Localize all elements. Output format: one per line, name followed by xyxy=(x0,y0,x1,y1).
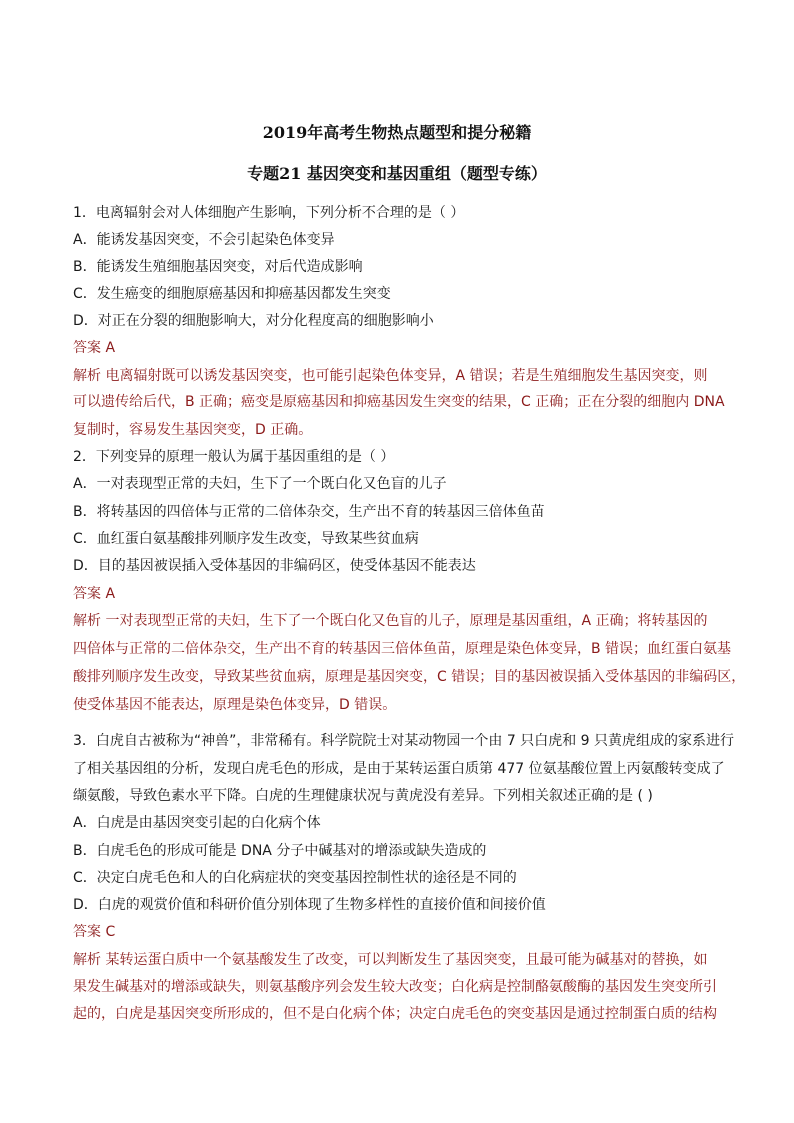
page-subtitle: 专题21 基因突变和基因重组（题型专练） xyxy=(247,164,547,183)
analysis-text: 使受体基因不能表达，原理是染色体变异，D 错误。 xyxy=(73,697,397,713)
answer-key: 答案 C xyxy=(73,924,116,940)
answer-key: 答案 A xyxy=(73,340,116,356)
answer-option: B．白虎毛色的形成可能是 DNA 分子中碱基对的增添或缺失造成的 xyxy=(73,843,487,859)
answer-option: B．能诱发生殖细胞基因突变，对后代造成影响 xyxy=(73,259,363,275)
analysis-text: 果发生碱基对的增添或缺失，则氨基酸序列会发生较大改变；白化病是控制酪氨酸酶的基因发生突变所引 xyxy=(73,979,717,995)
answer-option: A．一对表现型正常的夫妇，生下了一个既白化又色盲的儿子 xyxy=(73,476,447,492)
analysis-text: 解析 某转运蛋白质中一个氨基酸发生了改变，可以判断发生了基因突变，且最可能为碱基对的替换，如 xyxy=(73,952,708,968)
answer-option: A．能诱发基因突变，不会引起染色体变异 xyxy=(73,232,335,248)
answer-option: A．白虎是由基因突变引起的白化病个体 xyxy=(73,815,321,831)
answer-option: B．将转基因的四倍体与正常的二倍体杂交，生产出不育的转基因三倍体鱼苗 xyxy=(73,504,545,520)
question-stem: 2．下列变异的原理一般认为属于基因重组的是（ ） xyxy=(73,449,395,465)
answer-option: C．发生癌变的细胞原癌基因和抑癌基因都发生突变 xyxy=(73,286,391,302)
analysis-text: 四倍体与正常的二倍体杂交，生产出不育的转基因三倍体鱼苗，原理是染色体变异，B 错误；血红蛋白氨基 xyxy=(73,641,732,657)
question-stem: 了相关基因组的分析，发现白虎毛色的形成，是由于某转运蛋白质第 477 位氨基酸位置上丙氨酸转变成了 xyxy=(73,761,725,777)
question-stem: 3．白虎自古被称为“神兽”，非常稀有。科学院院士对某动物园一个由 7 只白虎和 9 只黄虎组成的家系进行 xyxy=(73,733,735,749)
answer-option: D．目的基因被误插入受体基因的非编码区，使受体基因不能表达 xyxy=(73,558,476,574)
answer-option: D．对正在分裂的细胞影响大，对分化程度高的细胞影响小 xyxy=(73,313,434,329)
answer-option: C．决定白虎毛色和人的白化病症状的突变基因控制性状的途径是不同的 xyxy=(73,870,517,886)
page-title: 2019年高考生物热点题型和提分秘籍 xyxy=(262,123,532,142)
analysis-text: 解析 电离辐射既可以诱发基因突变，也可能引起染色体变异，A 错误；若是生殖细胞发生基因突变，则 xyxy=(73,368,708,384)
analysis-text: 起的，白虎是基因突变所形成的，但不是白化病个体；决定白虎毛色的突变基因是通过控制蛋白质的结构 xyxy=(73,1006,717,1022)
analysis-text: 复制时，容易发生基因突变，D 正确。 xyxy=(73,422,313,438)
answer-key: 答案 A xyxy=(73,586,116,602)
answer-option: C．血红蛋白氨基酸排列顺序发生改变，导致某些贫血病 xyxy=(73,531,419,547)
answer-option: D．白虎的观赏价值和科研价值分别体现了生物多样性的直接价值和间接价值 xyxy=(73,897,546,913)
analysis-text: 解析 一对表现型正常的夫妇，生下了一个既白化又色盲的儿子，原理是基因重组，A 正确；将转基因的 xyxy=(73,613,708,629)
question-stem: 缬氨酸，导致色素水平下降。白虎的生理健康状况与黄虎没有差异。下列相关叙述正确的是 ( ) xyxy=(73,788,653,804)
analysis-text: 酸排列顺序发生改变，导致某些贫血病，原理是基因突变，C 错误；目的基因被误插入受体基因的非编码区， xyxy=(73,669,746,685)
analysis-text: 可以遗传给后代，B 正确；癌变是原癌基因和抑癌基因发生突变的结果，C 正确；正在分裂的细胞内 DNA xyxy=(73,394,725,410)
question-stem: 1．电离辐射会对人体细胞产生影响，下列分析不合理的是（ ） xyxy=(73,205,465,221)
